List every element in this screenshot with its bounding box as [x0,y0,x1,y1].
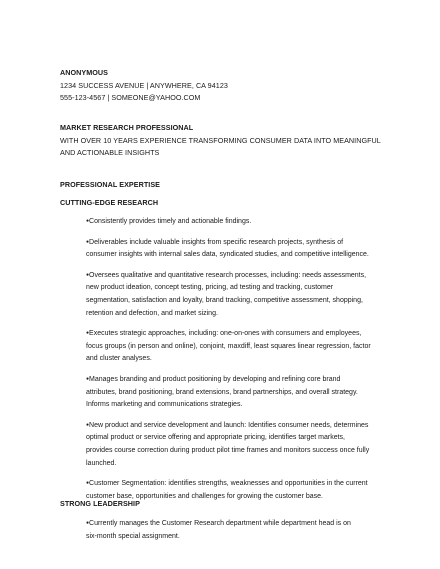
bullet-icon: ● [86,238,90,245]
expertise-bullet-line: focus groups (in person and online), conjoint, maxdiff, least squares linear regression, factor [86,342,371,350]
expertise-bullet-line: ●Consistently provides timely and actionable findings. [86,218,252,225]
contact-name: ANONYMOUS [60,68,108,77]
expertise-bullet-list [86,215,386,503]
expertise-bullet-item [86,373,386,412]
contact-block [60,67,390,105]
expertise-bullet-line: optimal product or service offering and appropriate pricing, identifies target markets, [86,434,346,442]
expertise-bullet-line: Informs marketing and communications strategies. [86,401,243,409]
expertise-bullet-line: launched. [86,459,117,467]
expertise-bullet-item [86,215,386,229]
expertise-bullet-line: ●New product and service development and launch: Identifies consumer needs, determines [86,421,369,429]
leadership-bullet-item [86,517,386,543]
expertise-bullet-line: ●Customer Segmentation: identifies strengths, weaknesses and opportunities in the current [86,480,368,488]
expertise-bullet-line: new product ideation, concept testing, pricing, ad testing and tracking, customer [86,284,334,292]
summary-line-1: WITH OVER 10 YEARS EXPERIENCE TRANSFORMING CONSUMER DATA INTO MEANINGFUL [60,135,381,145]
summary-block [60,122,390,160]
expertise-bullet-line: ●Deliverables include valuable insights from specific research projects, synthesis of [86,238,344,246]
expertise-bullet-item [86,236,386,262]
contact-phone-email: 555-123-4567 | SOMEONE@YAHOO.COM [60,93,201,102]
leadership-bullet-line: six-month special assignment. [86,532,180,540]
expertise-bullet-item [86,419,386,470]
leadership-subheading [60,498,390,511]
leadership-bullet-line: ●Currently manages the Customer Research department while department head is on [86,520,351,527]
expertise-bullet-line: retention and defection, and market sizing. [86,309,218,317]
summary-title: MARKET RESEARCH PROFESSIONAL [60,123,194,132]
expertise-bullet-line: ●Oversees qualitative and quantitative research processes, including: needs assessments, [86,271,367,279]
bullet-icon: ● [86,520,90,526]
expertise-bullet-line: segmentation, satisfaction and loyalty, brand tracking, competitive assessment, shopping, [86,296,363,304]
expertise-bullet-line: attributes, brand positioning, brand extensions, brand partnerships, and overall strategy. [86,388,358,396]
expertise-bullet-line: ●Manages branding and product positioning by developing and refining core brand [86,375,341,383]
expertise-bullet-line: provides course correction during product pilot time frames and monitors success once fully [86,446,370,454]
expertise-bullet-line: ●Executes strategic approaches, including: one-on-ones with consumers and employees, [86,330,362,338]
contact-address: 1234 SUCCESS AVENUE | ANYWHERE, CA 94123 [60,80,228,90]
bullet-icon: ● [86,271,90,278]
bullet-icon: ● [86,375,90,382]
expertise-bullet-line: and cluster analyses. [86,355,152,363]
bullet-icon: ● [86,330,90,337]
bullet-icon: ● [86,480,90,487]
cutting-edge-subheading [60,197,390,210]
bullet-icon: ● [86,421,90,428]
expertise-bullet-item [86,327,386,366]
expertise-bullet-line: customer base, opportunities and challenges for growing the customer base. [86,492,323,500]
expertise-bullet-item [86,269,386,320]
expertise-bullet-line: consumer insights with internal sales data, syndicated studies, and competitive intelligence. [86,251,369,259]
bullet-icon: ● [86,218,90,224]
leadership-bullet-list [86,517,386,543]
expertise-heading [60,179,390,192]
cutting-edge-subheading-text: CUTTING-EDGE RESEARCH [60,198,159,207]
leadership-subheading-text: STRONG LEADERSHIP [60,499,140,508]
expertise-heading-text: PROFESSIONAL EXPERTISE [60,180,161,189]
summary-line-2: AND ACTIONABLE INSIGHTS [60,148,160,157]
